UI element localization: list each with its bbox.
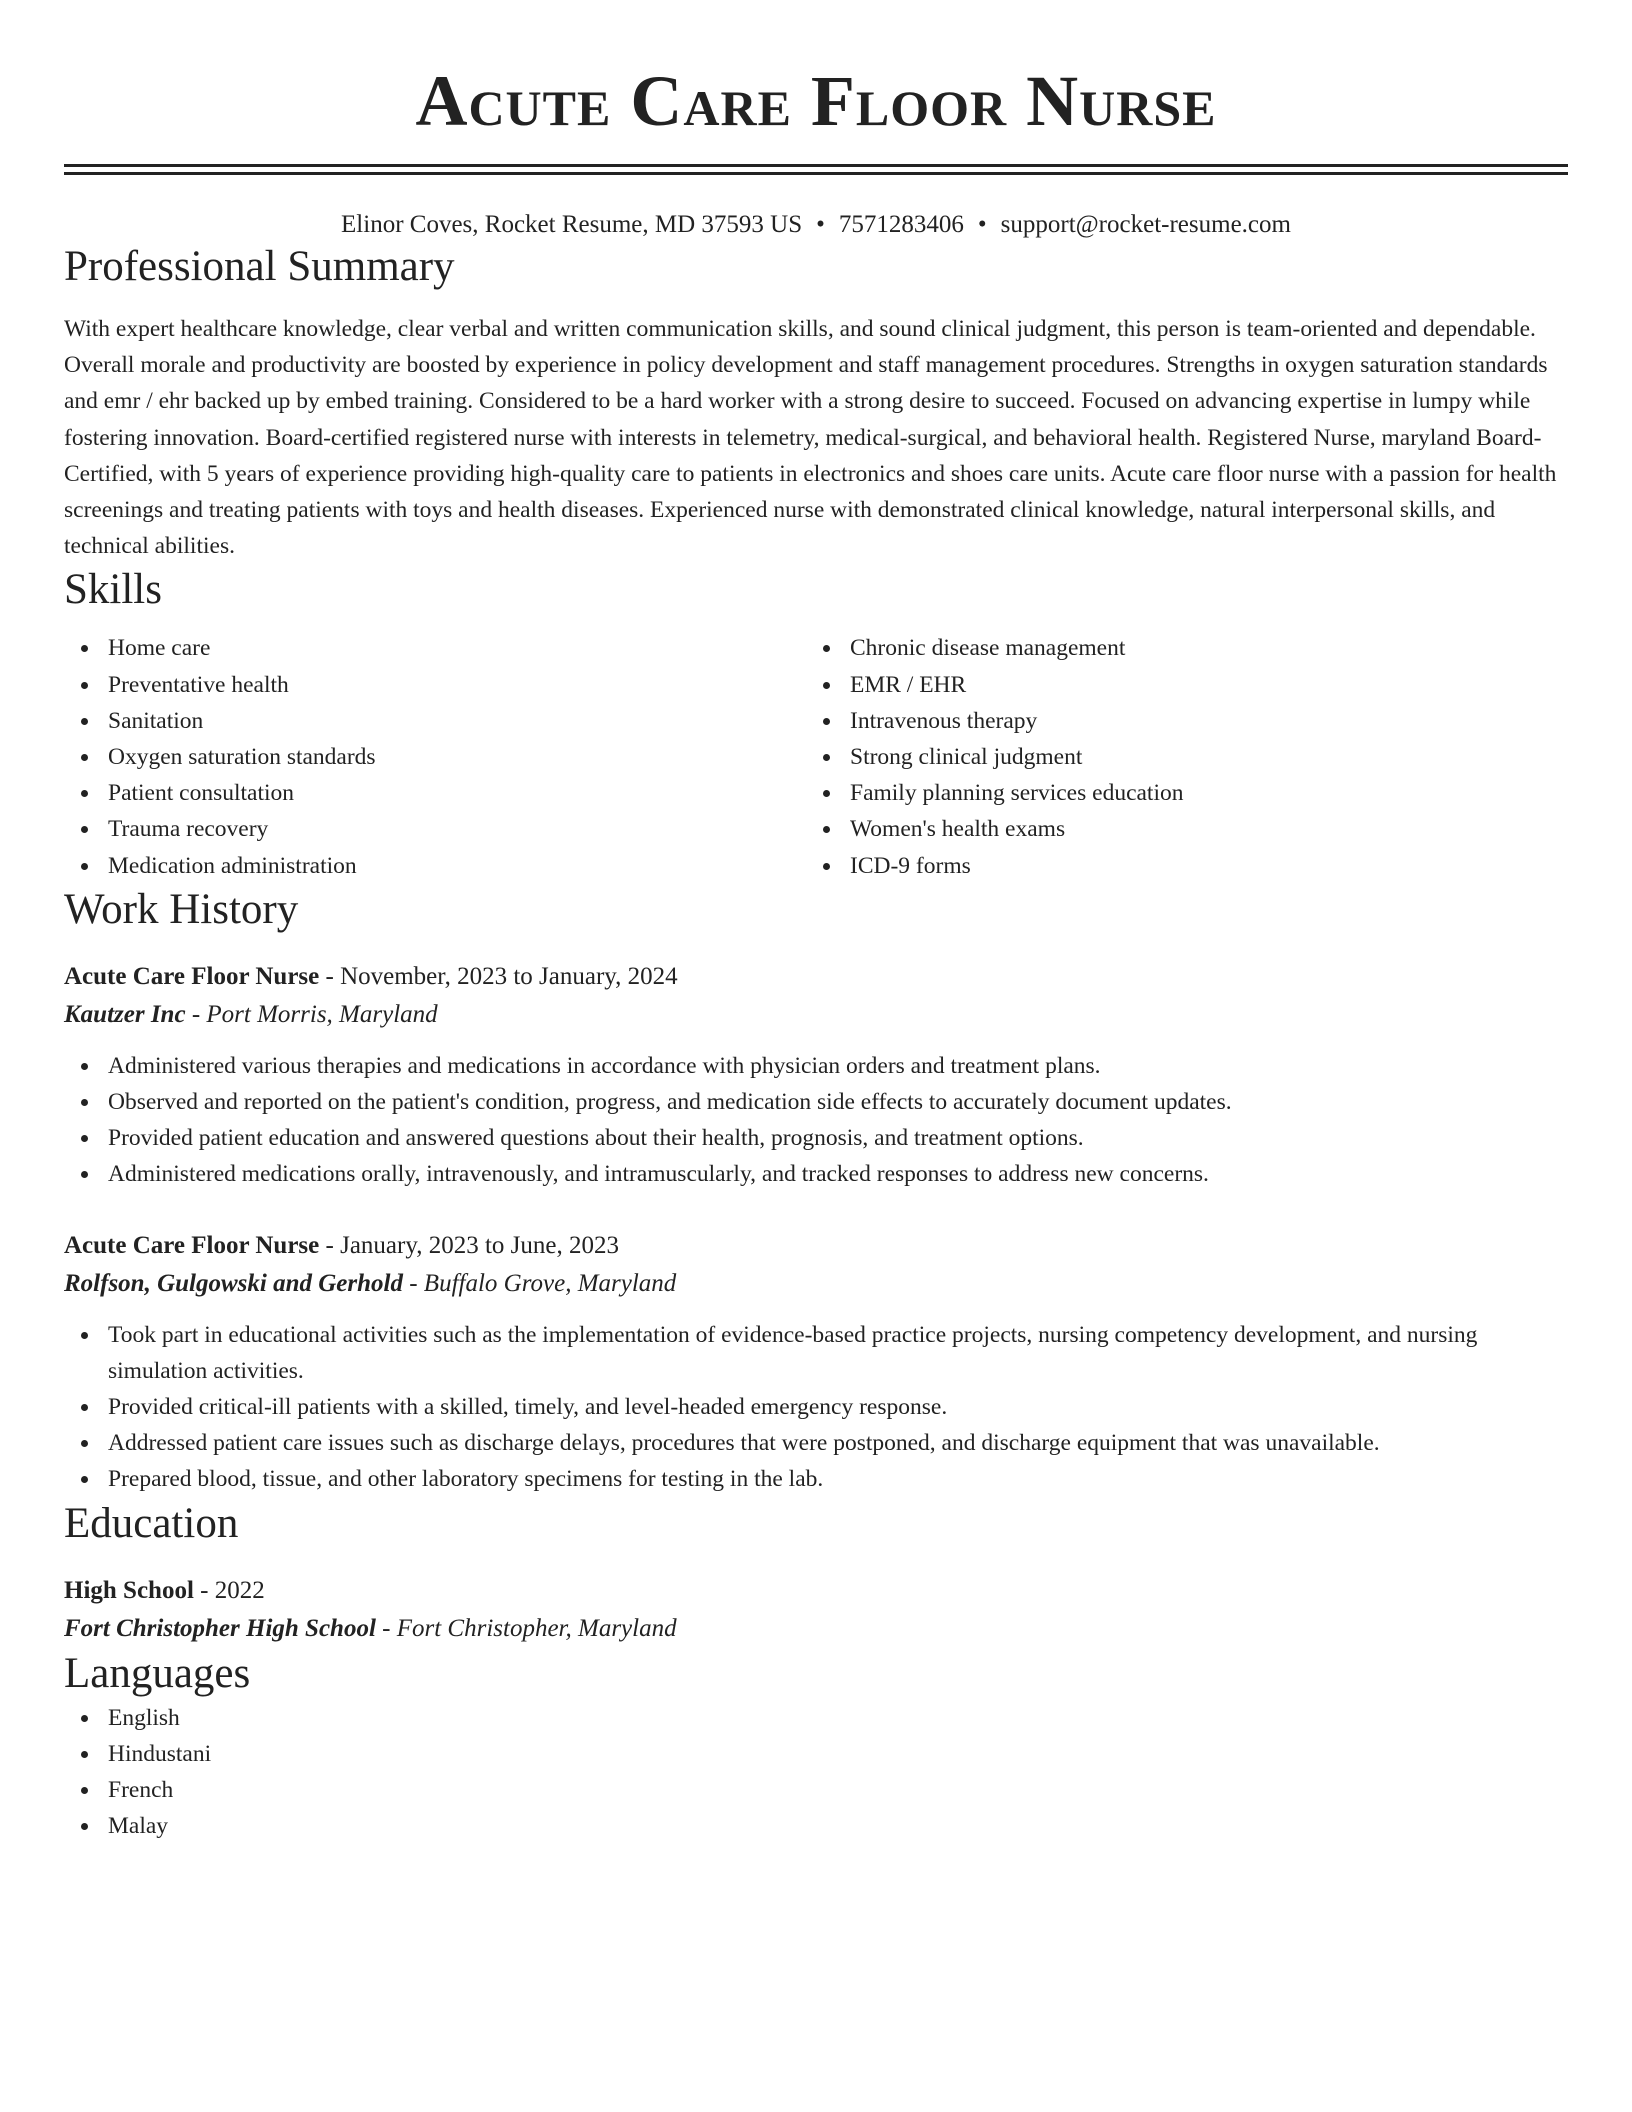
education-school: Fort Christopher High School	[64, 1614, 376, 1642]
contact-line	[64, 209, 1568, 241]
contact-phone[interactable]: 7571283406	[838, 211, 964, 238]
summary-text: With expert healthcare knowledge, clear verbal and written communication skills, and sound clinical judgment, this person is team-oriented and dependable. Overall morale and productivity are boosted by experience in policy development and staff management procedures. Strengths in oxygen saturation standards and emr / ehr backed up by embed training. Considered to be a hard worker with a strong desire to succeed. Focused on advancing expertise in lumpy while fostering innovation. Board-certified registered nurse with interests in telemetry, medical-surgical, and behavioral health. Registered Nurse, maryland Board-Certified, with 5 years of experience providing high-quality care to patients in electronics and shoes care units. Acute care floor nurse with a passion for health screenings and treating patients with toys and health diseases. Experienced nurse with demonstrated clinical knowledge, natural interpersonal skills, and technical abilities.	[64, 316, 1557, 560]
job-duties-list	[64, 1048, 1568, 1193]
job-location: - Port Morris, Maryland	[185, 1000, 438, 1028]
job-duty-item: Administered medications orally, intravenously, and intramuscularly, and tracked responses to address new concerns.	[64, 1156, 1568, 1192]
section-title-summary: Professional Summary	[64, 243, 455, 290]
job-duty-item: Observed and reported on the patient's condition, progress, and medication side effects to accurately document updates.	[64, 1084, 1568, 1120]
job-dates: - January, 2023 to June, 2023	[319, 1231, 619, 1259]
skills-column-right	[806, 630, 1548, 883]
skills-list-right	[806, 630, 1548, 883]
section-title-languages: Languages	[64, 1649, 251, 1697]
section-title-education: Education	[64, 1499, 239, 1547]
header-rule-bottom	[64, 172, 1568, 175]
job-role: Acute Care Floor Nurse	[64, 962, 320, 990]
skills-column-left	[64, 630, 806, 883]
job-duty-item: Took part in educational activities such as the implementation of evidence-based practice projects, nursing competency development, and nursing simulation activities.	[64, 1317, 1568, 1389]
skill-item: Women's health exams	[806, 811, 1548, 847]
job-duties-list	[64, 1317, 1568, 1498]
contact-separator: •	[816, 211, 825, 238]
contact-email[interactable]: support@rocket-resume.com	[1000, 211, 1291, 238]
resume-name-title: Acute Care Floor Nurse	[415, 61, 1217, 141]
education-year: - 2022	[193, 1576, 265, 1604]
skill-item: Strong clinical judgment	[806, 739, 1548, 775]
skill-item: Patient consultation	[64, 775, 806, 811]
skills-grid	[64, 630, 1568, 883]
education-degree: High School	[64, 1576, 194, 1604]
job-entry	[64, 1227, 1568, 1498]
skill-item: Chronic disease management	[806, 630, 1548, 666]
skill-item: EMR / EHR	[806, 667, 1548, 703]
job-employer	[64, 1265, 1568, 1303]
language-item: Malay	[64, 1808, 1568, 1844]
language-item: French	[64, 1772, 1568, 1808]
job-duty-item: Addressed patient care issues such as discharge delays, procedures that were postponed, and discharge equipment that was unavailable.	[64, 1425, 1568, 1461]
job-header	[64, 958, 1568, 996]
skill-item: Home care	[64, 630, 806, 666]
skill-item: ICD-9 forms	[806, 848, 1548, 884]
job-entry	[64, 958, 1568, 1193]
contact-separator: •	[977, 211, 987, 238]
job-duty-item: Prepared blood, tissue, and other laboratory specimens for testing in the lab.	[64, 1461, 1568, 1497]
header-double-rule	[64, 164, 1568, 175]
language-item: English	[64, 1700, 1568, 1736]
job-location: - Buffalo Grove, Maryland	[402, 1269, 677, 1297]
job-company: Rolfson, Gulgowski and Gerhold	[64, 1269, 403, 1297]
skill-item: Trauma recovery	[64, 811, 806, 847]
skill-item: Oxygen saturation standards	[64, 739, 806, 775]
job-role: Acute Care Floor Nurse	[64, 1231, 320, 1259]
education-institution	[64, 1610, 1568, 1648]
education-entry	[64, 1572, 1568, 1648]
job-dates: - November, 2023 to January, 2024	[319, 962, 678, 990]
skill-item: Medication administration	[64, 848, 806, 884]
skill-item: Preventative health	[64, 667, 806, 703]
skills-list-left	[64, 630, 806, 883]
contact-address: Elinor Coves, Rocket Resume, MD 37593 US	[341, 211, 803, 238]
job-duty-item: Administered various therapies and medications in accordance with physician orders and treatment plans.	[64, 1048, 1568, 1084]
job-header	[64, 1227, 1568, 1265]
education-header	[64, 1572, 1568, 1610]
job-duty-item: Provided patient education and answered questions about their health, prognosis, and treatment options.	[64, 1120, 1568, 1156]
skill-item: Sanitation	[64, 703, 806, 739]
section-title-skills: Skills	[64, 566, 162, 614]
education-location: - Fort Christopher, Maryland	[375, 1614, 677, 1642]
section-title-work-history: Work History	[64, 885, 299, 933]
job-duty-item: Provided critical-ill patients with a skilled, timely, and level-headed emergency response.	[64, 1389, 1568, 1425]
header-rule-top	[64, 164, 1568, 167]
skill-item: Family planning services education	[806, 775, 1548, 811]
job-employer	[64, 996, 1568, 1034]
job-company: Kautzer Inc	[64, 1000, 186, 1028]
skill-item: Intravenous therapy	[806, 703, 1548, 739]
language-item: Hindustani	[64, 1736, 1568, 1772]
languages-list	[64, 1700, 1568, 1845]
